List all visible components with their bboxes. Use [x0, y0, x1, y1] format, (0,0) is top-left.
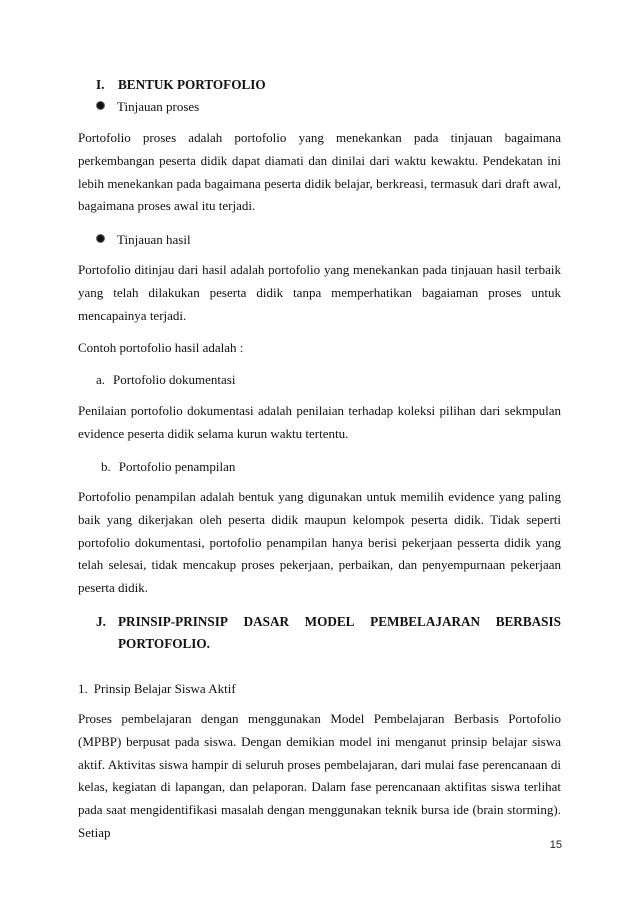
section-j-word-2: DASAR [243, 614, 289, 629]
sub-heading-1-label: Prinsip Belajar Siswa Aktif [93, 681, 236, 696]
section-j-word-4: PEMBELAJARAN [370, 614, 481, 629]
bullet-tinjauan-proses-label: Tinjauan proses [117, 99, 200, 114]
paragraph-dokumentasi: Penilaian portofolio dokumentasi adalah penilaian terhadap koleksi pilihan dari sekmpulan evidence peserta didik selama kurun waktu tertentu. [78, 403, 561, 441]
sub-heading-a [96, 371, 235, 389]
section-j-number: J. [96, 614, 106, 629]
section-i-number: I. [96, 77, 105, 92]
bullet-tinjauan-hasil-label: Tinjauan hasil [117, 232, 191, 247]
paragraph-hasil: Portofolio ditinjau dari hasil adalah portofolio yang menekankan pada tinjauan hasil terbaik yang telah dilakukan peserta didik tanpa memperhatikan bagaiaman proses untuk mencapainya terjadi. [78, 262, 561, 323]
paragraph-proses: Portofolio proses adalah portofolio yang menekankan pada tinjauan bagaimana perkembangan peserta didik dapat diamati dan dinilai dari waktu kewaktu. Pendekatan ini lebih menekankan pada bagaimana peserta didik belajar, berkreasi, termasuk dari draft awal, bagaimana proses awal itu terjadi. [78, 130, 561, 214]
bullet-tinjauan-hasil [96, 231, 191, 249]
page-number: 15 [549, 839, 562, 851]
section-i-heading [96, 76, 266, 94]
section-j-number-and-word-1 [96, 611, 228, 633]
bullet-icon [96, 234, 105, 243]
sub-heading-a-label: Portofolio dokumentasi [113, 372, 236, 387]
sub-heading-b-mark: b. [101, 459, 111, 474]
sub-heading-a-mark: a. [96, 372, 106, 387]
paragraph-contoh: Contoh portofolio hasil adalah : [78, 340, 244, 355]
sub-heading-1 [78, 680, 236, 698]
section-i-title: BENTUK PORTOFOLIO [118, 77, 266, 92]
sub-heading-b-label: Portofolio penampilan [118, 459, 236, 474]
paragraph-penampilan: Portofolio penampilan adalah bentuk yang digunakan untuk memilih evidence yang paling baik yang dikerjakan oleh peserta didik maupun kelompok peserta didik. Tidak seperti portofolio dokumentasi, portofolio penampilan hanya berisi pekerjaan pesserta didik yang telah selesai, tidak mencakup proses pekerjaan, perbaikan, dan penyempurnaan pekerjaan peserta didik. [78, 489, 561, 596]
paragraph-prinsip-belajar: Proses pembelajaran dengan menggunakan Model Pembelajaran Berbasis Portofolio (MPBP) berpusat pada siswa. Dengan demikian model ini menganut prinsip belajar siswa aktif. Aktivitas siswa hampir di seluruh proses pembelajaran, dari mulai fase perencanaan di kelas, kegiatan di lapangan, dan pelaporan. Dalam fase perencanaan aktifitas siswa terlihat pada saat mengidentifikasi masalah dengan menggunakan teknik bursa ide (brain storming). Setiap [78, 711, 561, 840]
sub-heading-1-mark: 1. [78, 681, 88, 696]
section-j-word-3: MODEL [304, 614, 355, 629]
bullet-tinjauan-proses [96, 98, 199, 116]
section-j-word-1: PRINSIP-PRINSIP [118, 614, 228, 629]
section-j-heading [96, 611, 561, 655]
section-j-title-line-2: PORTOFOLIO. [118, 636, 210, 651]
sub-heading-b [101, 458, 235, 476]
section-j-word-5: BERBASIS [495, 614, 561, 629]
bullet-icon [96, 101, 105, 110]
